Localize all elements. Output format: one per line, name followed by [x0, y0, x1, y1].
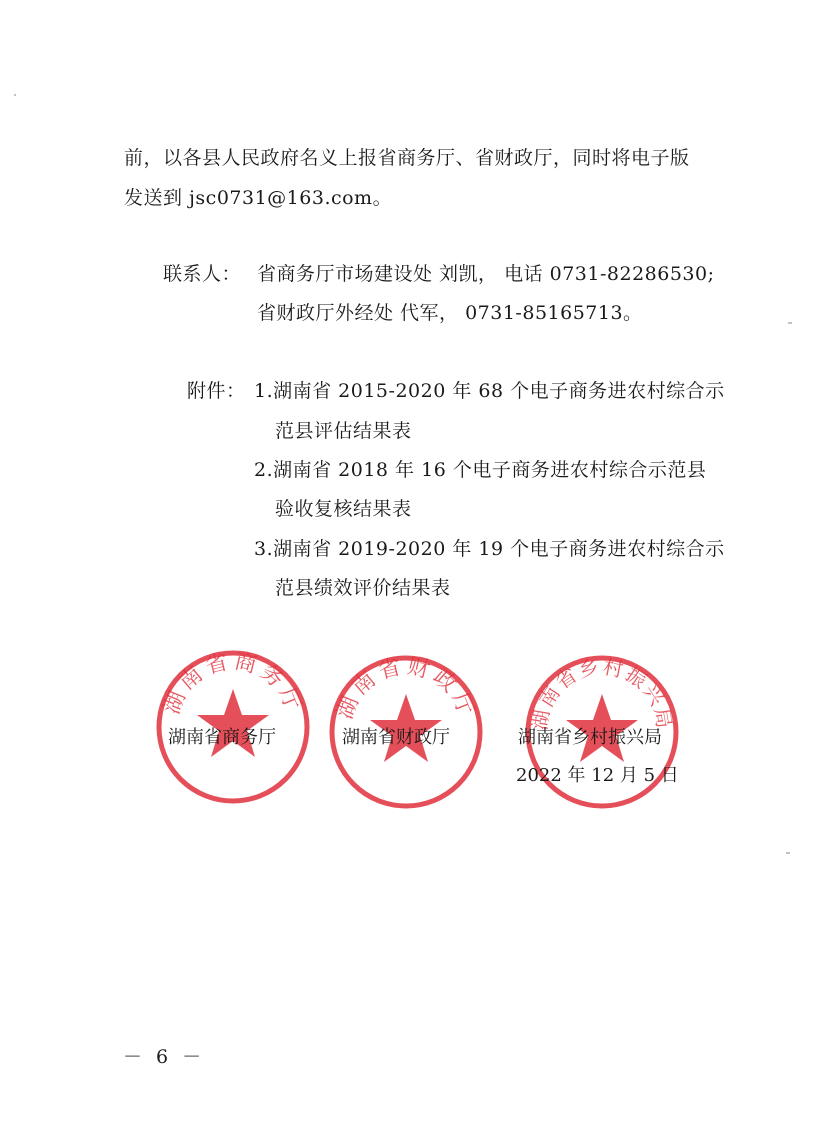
signer-rural-revitalization-bureau: 湖南省乡村振兴局 — [518, 727, 662, 748]
signer-commerce-department: 湖南省商务厅 — [168, 727, 276, 748]
signature-date: 2022 年 12 月 5 日 — [516, 765, 679, 786]
attachment-2-line-1: 2.湖南省 2018 年 16 个电子商务进农村综合示范县 — [254, 459, 707, 481]
contacts-label: 联系人： — [163, 263, 242, 285]
attachments-label: 附件： — [187, 380, 246, 402]
attachment-3-line-1: 3.湖南省 2019-2020 年 19 个电子商务进农村综合示 — [254, 538, 725, 560]
svg-text:湖南省乡村振兴局: 湖南省乡村振兴局 — [527, 654, 677, 732]
attachment-1-line-2: 范县评估结果表 — [275, 420, 412, 442]
page-number: － 6 － — [123, 1046, 206, 1068]
signer-finance-department: 湖南省财政厅 — [342, 727, 450, 748]
attachment-1-line-1: 1.湖南省 2015-2020 年 68 个电子商务进农村综合示 — [254, 380, 725, 402]
attachment-3-line-2: 范县绩效评价结果表 — [275, 577, 451, 599]
scan-speck — [786, 852, 790, 854]
contacts-line-2: 省财政厅外经处 代军， 0731-85165713。 — [257, 302, 643, 324]
contacts-line-1: 省商务厅市场建设处 刘凯， 电话 0731-82286530; — [257, 263, 715, 285]
svg-text:湖南省财政厅: 湖南省财政厅 — [332, 654, 480, 723]
scan-speck — [788, 322, 792, 324]
attachment-2-line-2: 验收复核结果表 — [275, 498, 412, 520]
svg-text:湖南省商务厅: 湖南省商务厅 — [159, 649, 307, 718]
body-line-2: 发送到 jsc0731@163.com。 — [124, 187, 393, 209]
body-line-1: 前，以各县人民政府名义上报省商务厅、省财政厅，同时将电子版 — [124, 147, 690, 169]
scan-speck — [14, 94, 16, 96]
